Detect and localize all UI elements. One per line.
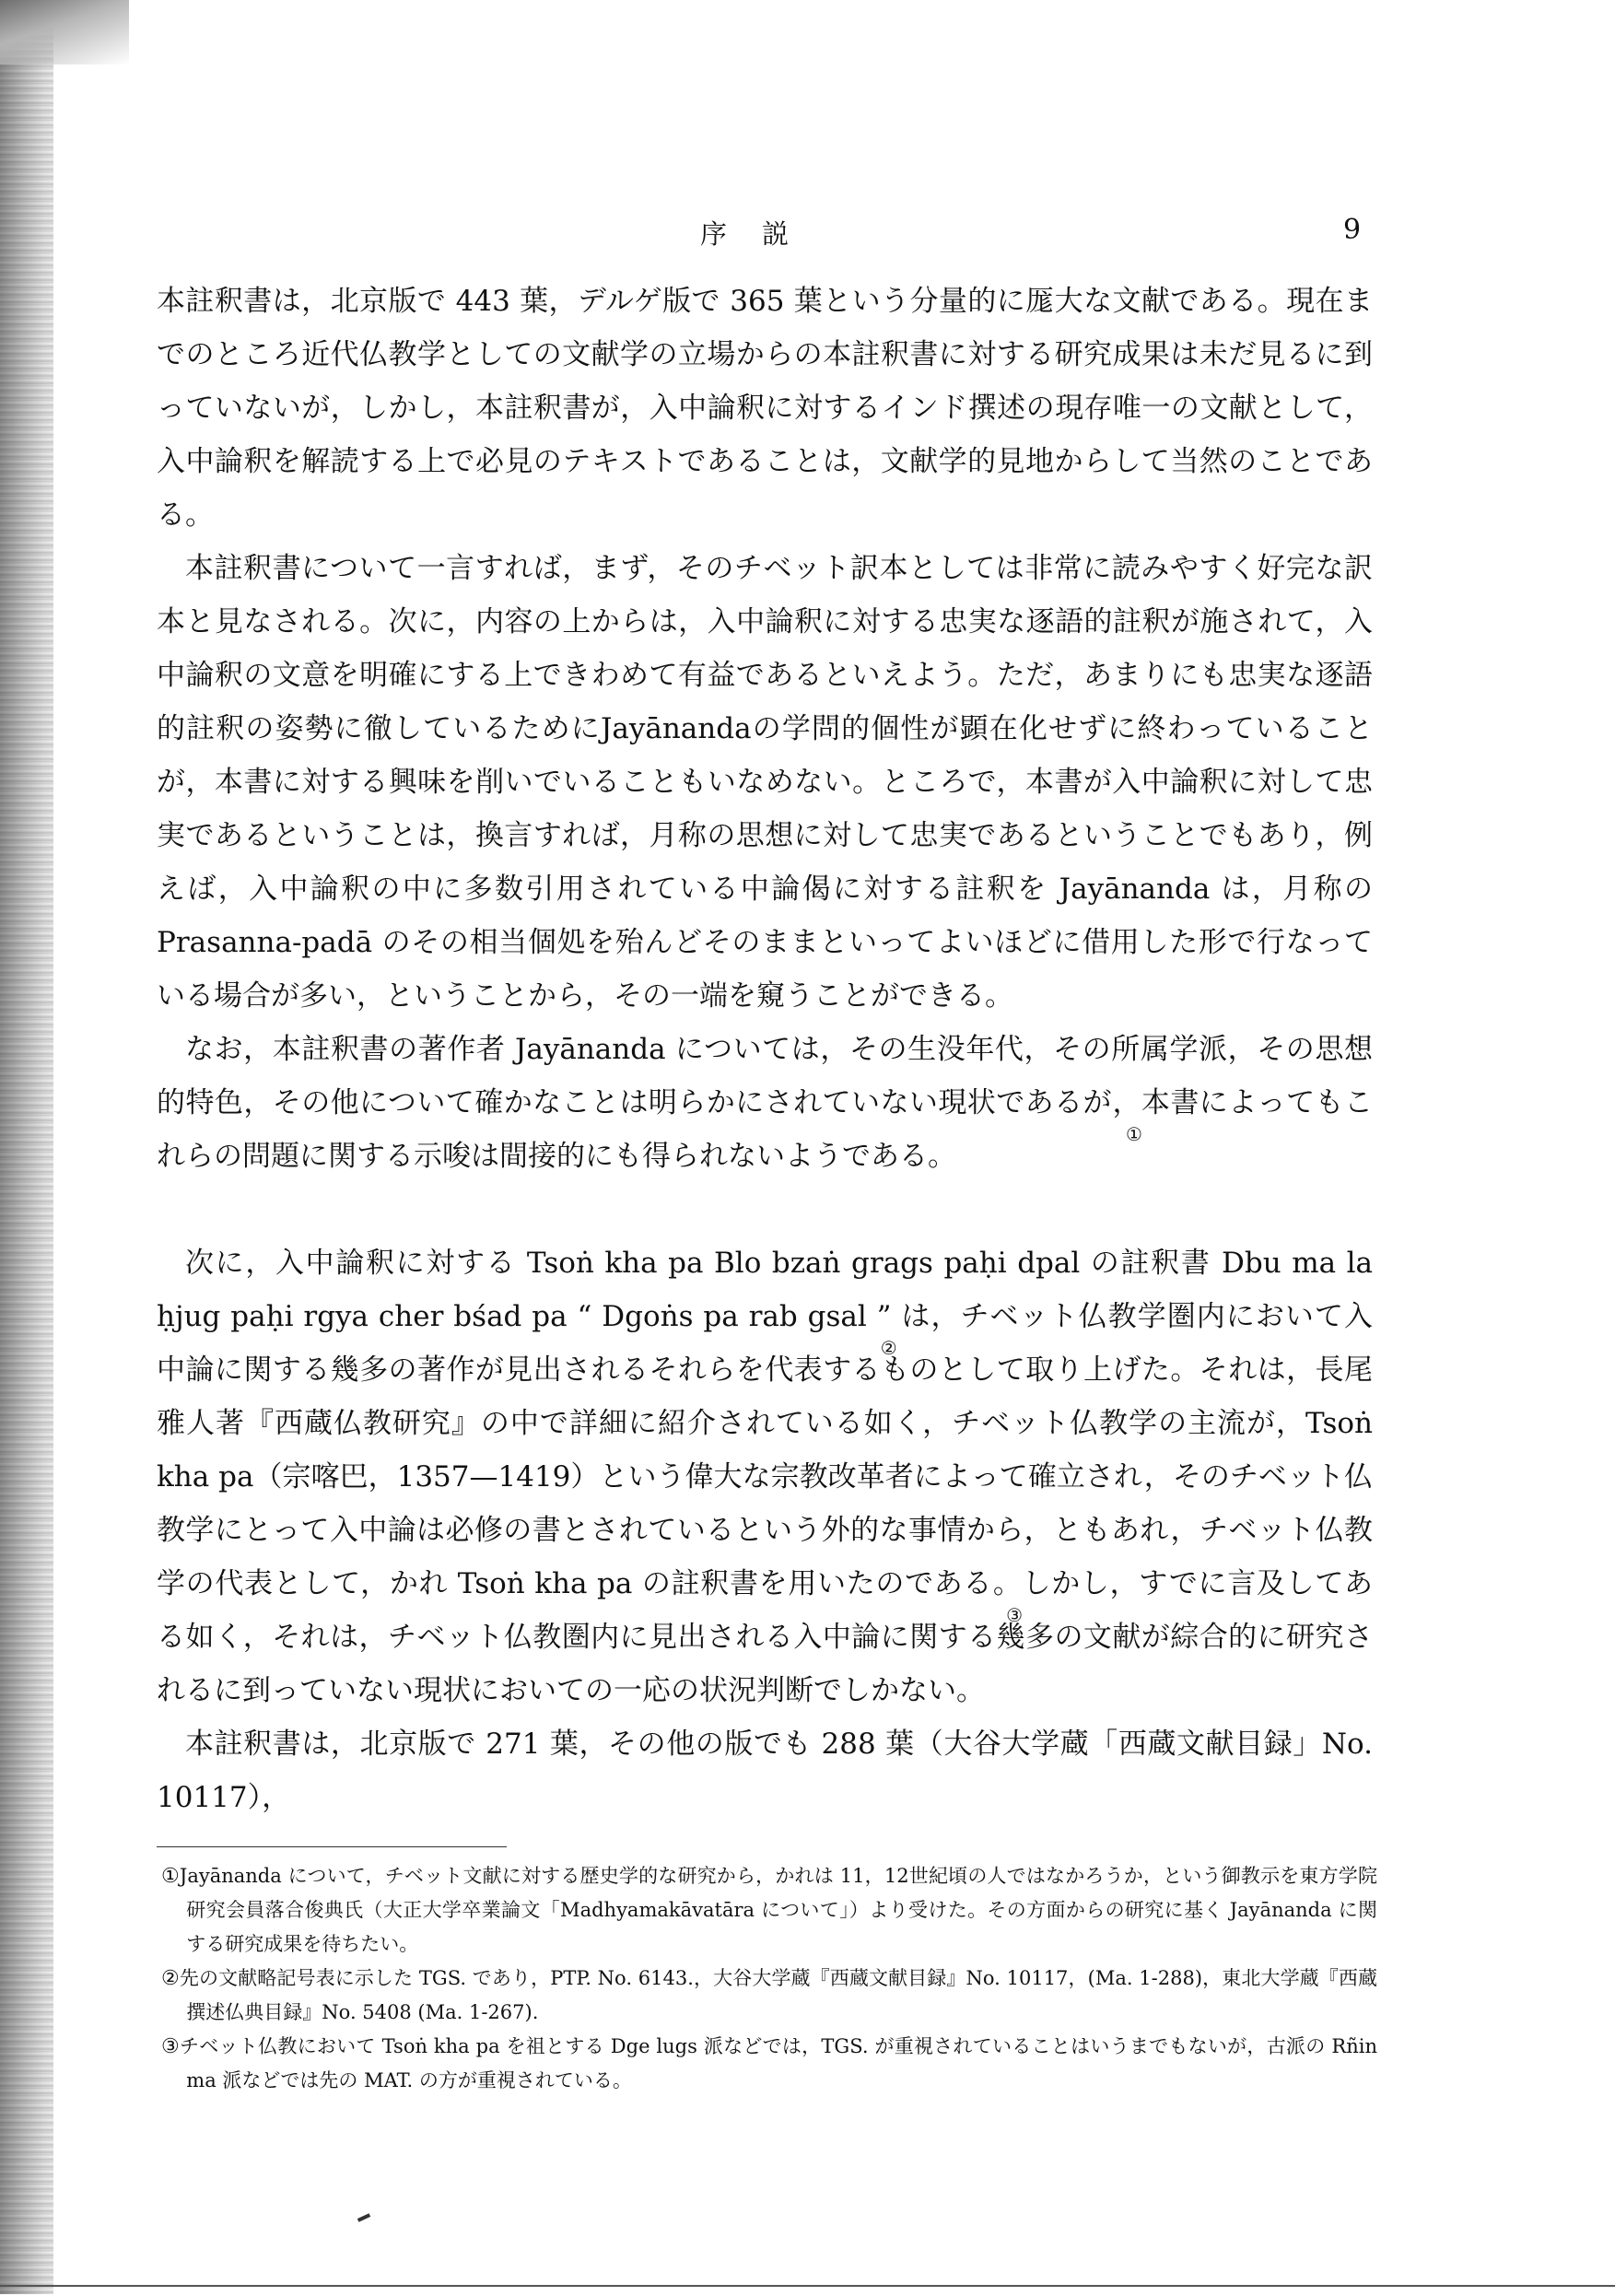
paragraph-4-text-b: ” は，チベット仏教学圏内において入中論に関する幾多の著作が見出されるそれらを代表するものとして取り上げた。それは，長尾雅人著『西蔵仏教研究』の中で詳細に紹介されている如く，チベット仏教学の主流が，Tsoṅ kha pa（宗喀巴，1357—1419）という偉大な宗教改革者によって確立され，そのチベット仏教学にとって入中論は必修の書とされているという外的な事情から，ともあれ，チベット仏教学の代表として，かれ Tsoṅ kha pa の註釈書を用いたのである <box>157 1300 1373 1600</box>
paragraph-2: 本註釈書について一言すれば，まず，そのチベット訳本としては非常に読みやすく好完な訳本と見なされる。次に，内容の上からは，入中論釈に対する忠実な逐語的註釈が施されて，入中論釈の文意を明確にする上できわめて有益であるといえよう。ただ，あまりにも忠実な逐語的註釈の姿勢に徹しているためにJayānandaの学問的個性が顕在化せずに終わっていることが，本書に対する興味を削いでいることもいなめない。ところで，本書が入中論釈に対して忠実であるということは，換言すれば，月称の思想に対して忠実であるということでもあり，例えば，入中論釈の中に多数引用されている中論偈に対する註釈を Jayānanda は，月称の Prasanna-padā のその相当個処を殆んどそのままといってよいほどに借用した形で行なっている場合が多い，ということから，その一端を窺うことができる。 <box>157 552 1373 1013</box>
scan-shadow-corner <box>0 0 129 64</box>
paragraph-3-text-b: ，本書によってもこれらの問題に関する示唆は間接的にも得られないようである。 <box>157 1086 1373 1173</box>
footnote-2-text: 先の文献略記号表に示した TGS. であり，PTP. No. 6143.，大谷大学蔵『西蔵文献目録』No. 10117，(Ma. 1-288)，東北大学蔵『西蔵撰述仏典目録』No. 5408 (Ma. 1-267). <box>179 1967 1377 2023</box>
paragraph-4-text-c: 。しかし，すでに言及してある如く，それは，チベット仏教圏内に見出される入中論に関する幾多の文献が綜合的に研究されるに到っていない現状においての一応の状況判断でしかない。 <box>157 1567 1374 1707</box>
paragraph-3-text-a: なお，本註釈書の著作者 Jayānanda については，その生没年代，その所属学派，その思想的特色，その他について確かなことは明らかにされていない現状であるが <box>157 1033 1373 1119</box>
footnote-2-mark: ② <box>161 1967 180 1990</box>
footnote-separator <box>157 1846 507 1847</box>
main-text <box>157 275 1373 1824</box>
footnote-1 <box>161 1859 1377 1962</box>
scan-speck <box>357 2213 370 2222</box>
footnote-1-text: Jayānanda について，チベット文献に対する歴史学的な研究から，かれは 11，12世紀頃の人ではなかろうか，という御教示を東方学院研究会員落合俊典氏（大正大学卒業論文「Madhyamakāvatāra について」）より受けた。その方面からの研究に基く Jayānanda に関する研究成果を待ちたい。 <box>179 1865 1377 1955</box>
paragraph-1: 本註釈書は，北京版で 443 葉，デルゲ版で 365 葉という分量的に厖大な文献である。現在までのところ近代仏教学としての文献学の立場からの本註釈書に対する研究成果は未だ見るに到っていないが，しかし，本註釈書が，入中論釈に対するインド撰述の現存唯一の文献として，入中論釈を解読する上で必見のテキストであることは，文献学的見地からして当然のことである。 <box>157 285 1373 532</box>
paragraph-4: 次に，入中論釈に対する Tsoṅ kha pa Blo bzaṅ grags paḥi dpal の註釈書 Dbu ma la ḥjug paḥi rgya cher bśad pa “ Dgoṅs pa rab gsal ② ” は，チベット仏教学圏内において入中論に関する幾多の著作が見出されるそれらを代表するものとして取り上げた。それは，長尾雅人著『西蔵仏教研究』の中で詳細に紹介されている如く，チベット仏教学の主流が，Tsoṅ kha pa（宗喀巴，1357—1419）という偉大な宗教改革者によって確立され，そのチベット仏教学にとって入中論は必修の書とされているという外的な事情から，ともあれ，チベット仏教学の代表として，かれ Tsoṅ kha pa の註釈書を用いたのである ③ 。しかし，すでに言及してある如く，それは，チベット仏教圏内に見出される入中論に関する幾多の文献が綜合的に研究されるに到っていない現状においての一応の状況判断でしかない。 <box>157 1247 1374 1707</box>
scan-bottom-edge <box>0 2285 1615 2296</box>
page-number: 9 <box>1343 214 1362 246</box>
footnote-3-text: チベット仏教において Tsoṅ kha pa を祖とする Dge lugs 派などでは，TGS. が重視されていることはいうまでもないが，古派の Rñin ma 派などでは先の MAT. の方が重視されている。 <box>180 2035 1377 2091</box>
footnote-3 <box>161 2030 1377 2098</box>
paragraph-3: なお，本註釈書の著作者 Jayānanda については，その生没年代，その所属学派，その思想的特色，その他について確かなことは明らかにされていない現状であるが ① ，本書によってもこれらの問題に関する示唆は間接的にも得られないようである。 <box>157 1033 1373 1173</box>
paragraph-5: 本註釈書は，北京版で 271 葉，その他の版でも 288 葉（大谷大学蔵「西蔵文献目録」No. 10117）， <box>157 1728 1373 1814</box>
scan-shadow-edge <box>0 0 53 2294</box>
footnotes <box>161 1859 1377 2098</box>
footnote-1-mark: ① <box>161 1865 180 1888</box>
paragraph-4-text-a: 次に，入中論釈に対する Tsoṅ kha pa Blo bzaṅ grags paḥi dpal の註釈書 Dbu ma la ḥjug paḥi rgya cher bśad pa “ Dgoṅs pa rab gsal <box>157 1247 1373 1333</box>
footnote-2 <box>161 1962 1377 2030</box>
footnote-3-mark: ③ <box>161 2035 180 2058</box>
running-header-title: 序説 <box>700 218 825 250</box>
